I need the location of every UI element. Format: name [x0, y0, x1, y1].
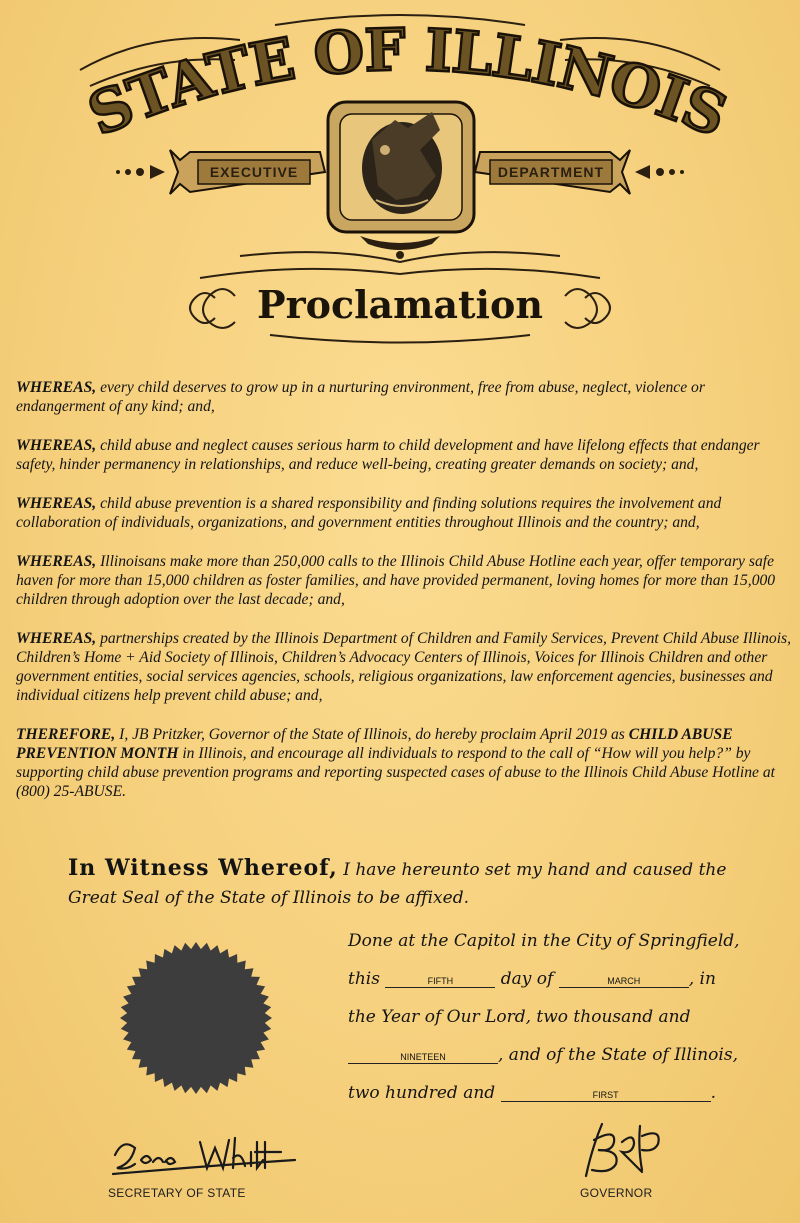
month-value: MARCH [559, 975, 689, 988]
done-line-3: the Year of Our Lord, two thousand and [348, 1007, 691, 1027]
paragraph-lead: WHEREAS, [16, 630, 97, 647]
paragraph-lead: WHEREAS, [16, 553, 97, 570]
paragraph-text: child abuse prevention is a shared responsibility and finding solutions requires the involvement and collaboration of individuals, organizations, and government entities throughout Illinois and the country; and, [16, 495, 722, 531]
secretary-signature-icon [105, 1130, 305, 1180]
therefore-emphasis: CHILD ABUSE PREVENTION MONTH [16, 726, 733, 762]
governor-signature-icon [572, 1118, 672, 1184]
therefore-lead: THEREFORE, [16, 726, 116, 743]
eagle-seal-icon [328, 102, 474, 232]
day-of-label: day of [500, 969, 554, 989]
witness-line-2: Great Seal of the State of Illinois to be affixed. [68, 888, 469, 908]
done-line-5-tail: . [710, 1083, 717, 1103]
in-label: , in [688, 969, 716, 989]
paragraph-text: child abuse and neglect causes serious harm to child development and have lifelong effects that endanger safety, hinder permanency in relationships, and reduce well-being, creating greater demands on society; and, [16, 437, 760, 473]
department-label: DEPARTMENT [497, 164, 605, 180]
therefore-text: I, JB Pritzker, Governor of the State of Illinois, do hereby proclaim April 2019 as [115, 726, 629, 743]
paragraph-text: Illinoisans make more than 250,000 calls to the Illinois Child Abuse Hotline each year, offer temporary safe haven for more than 15,000 children as foster families, and have provided permanent, loving homes for more than 15,000 children through adoption over the last decade; and, [16, 553, 776, 608]
witness-line-1: I have hereunto set my hand and caused the [337, 860, 727, 880]
proclamation-body [16, 378, 792, 821]
state-title: STATE OF ILLINOIS [78, 15, 736, 150]
whereas-paragraph-5 [16, 629, 792, 705]
whereas-paragraph-4 [16, 552, 792, 609]
witness-clause [68, 855, 768, 912]
paragraph-text: every child deserves to grow up in a nurturing environment, free from abuse, neglect, violence or endangerment of any kind; and, [16, 379, 705, 415]
governor-label: GOVERNOR [580, 1186, 653, 1200]
done-line-1: Done at the Capitol in the City of Springfield, [348, 931, 740, 951]
this-label: this [348, 969, 380, 989]
proclamation-heading: Proclamation [257, 282, 543, 327]
paragraph-lead: WHEREAS, [16, 495, 97, 512]
done-at-clause [348, 922, 788, 1112]
lower-ornament [360, 236, 440, 259]
executive-label: EXECUTIVE [209, 164, 299, 180]
done-line-5-head: two hundred and [348, 1083, 496, 1103]
witness-heading: In Witness Whereof, [68, 855, 338, 881]
secretary-of-state-label: SECRETARY OF STATE [108, 1186, 246, 1200]
whereas-paragraph-2 [16, 436, 792, 474]
paragraph-lead: WHEREAS, [16, 437, 97, 454]
therefore-paragraph [16, 725, 792, 801]
paragraph-text: partnerships created by the Illinois Department of Children and Family Services, Prevent Child Abuse Illinois, Children’s Home + Aid Society of Illinois, Children’s Advocacy Centers of Illinois, Voices for Illinois Children and other government entities, social services agencies, schools, religious organizations, law enforcement agencies, businesses and individual citizens help prevent child abuse; and, [16, 630, 791, 704]
done-line-4-tail: , and of the State of Illinois, [498, 1045, 738, 1065]
header-ornament [0, 0, 800, 360]
state-year-value: FIRST [501, 1089, 711, 1102]
paragraph-lead: WHEREAS, [16, 379, 97, 396]
seal-icon [118, 940, 274, 1096]
whereas-paragraph-3 [16, 494, 792, 532]
whereas-paragraph-1 [16, 378, 792, 416]
year-value: NINETEEN [348, 1051, 498, 1064]
therefore-text-end: in Illinois, and encourage all individuals to respond to the call of “How will you help?” by supporting child abuse prevention programs and reporting suspected cases of abuse to the Illinois Child Abuse Hotline at (800) 25-ABUSE. [16, 745, 775, 800]
day-value: FIFTH [385, 975, 495, 988]
